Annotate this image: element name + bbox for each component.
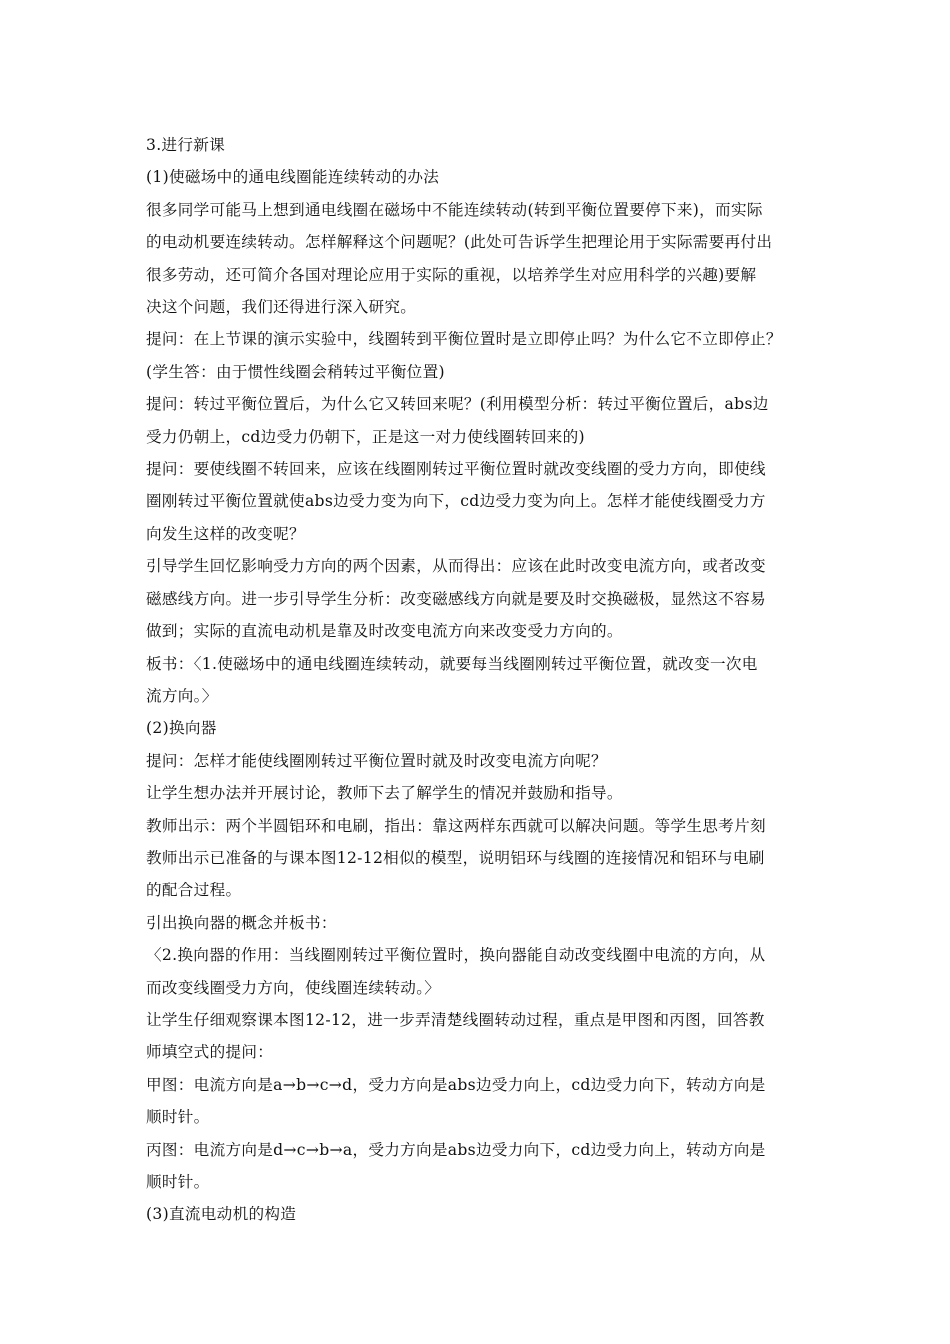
text-line: 师填空式的提问： (146, 1043, 274, 1062)
text-line: 流方向。〉 (146, 686, 218, 705)
text-line: 引出换向器的概念并板书： (146, 913, 337, 932)
subsection-heading: (1)使磁场中的通电线圈能连续转动的办法 (146, 168, 440, 187)
text-line: 而改变线圈受力方向，使线圈连续转动。〉 (146, 978, 441, 997)
text-line: 板书：〈1.使磁场中的通电线圈连续转动，就要每当线圈刚转过平衡位置，就改变一次电 (146, 654, 758, 673)
text-line: 提问：怎样才能使线圈刚转过平衡位置时就及时改变电流方向呢？ (146, 751, 607, 770)
text-line: 向发生这样的改变呢？ (146, 524, 305, 543)
subsection-heading: (2)换向器 (146, 719, 217, 738)
text-line: 决这个问题，我们还得进行深入研究。 (146, 298, 417, 317)
text-line: 顺时针。 (146, 1173, 210, 1191)
text-line: 的配合过程。 (146, 881, 242, 900)
text-line: 教师出示：两个半圆铝环和电刷，指出：靠这两样东西就可以解决问题。等学生思考片刻 (146, 816, 766, 835)
subsection-heading: (3)直流电动机的构造 (146, 1205, 297, 1224)
text-line: 丙图：电流方向是d→c→b→a，受力方向是abs边受力向下，cd边受力向上，转动方向是 (146, 1140, 766, 1159)
text-line: 提问：要使线圈不转回来，应该在线圈刚转过平衡位置时就改变线圈的受力方向，即使线 (146, 460, 766, 479)
section-heading: 3.进行新课 (146, 136, 226, 154)
text-line: 圈刚转过平衡位置就使abs边受力变为向下，cd边受力变为向上。怎样才能使线圈受力方 (146, 492, 766, 511)
text-line: 让学生想办法并开展讨论，教师下去了解学生的情况并鼓励和指导。 (146, 784, 623, 803)
text-line: 提问：转过平衡位置后，为什么它又转回来呢？(利用模型分析：转过平衡位置后，abs边 (146, 395, 769, 414)
text-line: 让学生仔细观察课本图12-12，进一步弄清楚线圈转动过程，重点是甲图和丙图，回答教 (146, 1010, 765, 1029)
text-line: 受力仍朝上，cd边受力仍朝下，正是这一对力使线圈转回来的) (146, 427, 585, 446)
text-line: 很多劳动，还可简介各国对理论应用于实际的重视，以培养学生对应用科学的兴趣)要解 (146, 265, 757, 284)
text-line: 提问：在上节课的演示实验中，线圈转到平衡位置时是立即停止吗？为什么它不立即停止？ (146, 330, 782, 349)
text-line: 很多同学可能马上想到通电线圈在磁场中不能连续转动(转到平衡位置要停下来)，而实际 (146, 200, 763, 219)
text-line: 的电动机要连续转动。怎样解释这个问题呢？(此处可告诉学生把理论用于实际需要再付出 (146, 233, 773, 252)
text-line: 顺时针。 (146, 1108, 210, 1127)
text-line: 引导学生回忆影响受力方向的两个因素，从而得出：应该在此时改变电流方向，或者改变 (146, 557, 766, 576)
text-line: (学生答：由于惯性线圈会稍转过平衡位置) (146, 362, 445, 381)
text-line: 甲图：电流方向是a→b→c→d，受力方向是abs边受力向上，cd边受力向下，转动方向是 (146, 1075, 766, 1094)
text-line: 磁感线方向。进一步引导学生分析：改变磁感线方向就是要及时交换磁极，显然这不容易 (146, 589, 766, 608)
text-line: 做到；实际的直流电动机是靠及时改变电流方向来改变受力方向的。 (146, 622, 623, 641)
text-line: 〈2.换向器的作用：当线圈刚转过平衡位置时，换向器能自动改变线圈中电流的方向，从 (146, 946, 766, 965)
document-body (146, 129, 816, 1231)
text-line: 教师出示已准备的与课本图12-12相似的模型，说明铝环与线圈的连接情况和铝环与电刷 (146, 848, 765, 867)
